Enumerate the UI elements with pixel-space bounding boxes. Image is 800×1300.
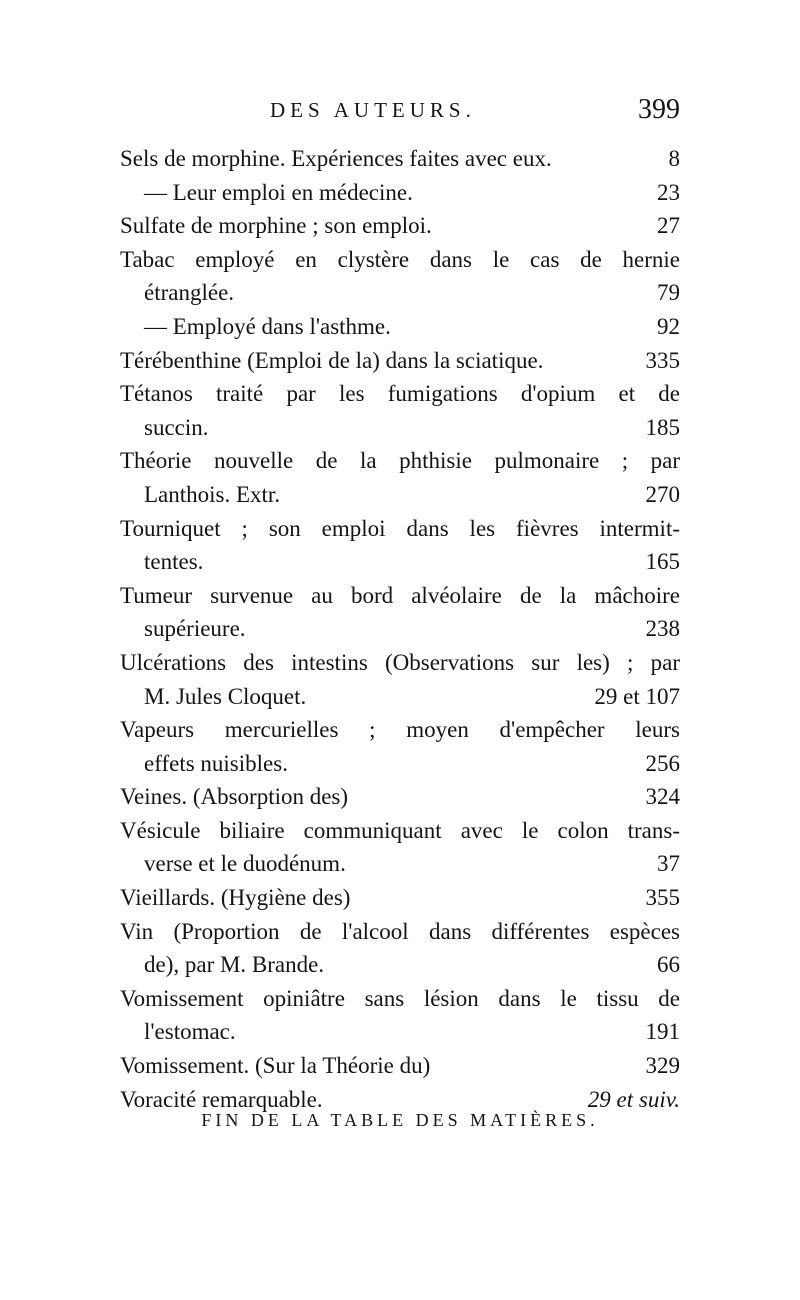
entry-text: Térébenthine (Emploi de la) dans la sciatique. <box>120 347 544 373</box>
entry-text: Vapeurs mercurielles ; moyen d'empêcher leurs <box>120 717 680 743</box>
index-entry-line <box>120 612 680 646</box>
entry-text: Sulfate de morphine ; son emploi. <box>120 213 432 239</box>
entry-text: Vésicule biliaire communiquant avec le colon trans- <box>120 817 680 843</box>
entry-text: Théorie nouvelle de la phthisie pulmonaire ; par <box>120 448 680 474</box>
index-entry-line <box>120 444 680 478</box>
entry-text: Voracité remarquable. <box>120 1086 323 1112</box>
entry-text: étranglée. <box>144 280 235 306</box>
entry-text: l'estomac. <box>144 1019 236 1045</box>
entry-text: Vieillards. (Hygiène des) <box>120 885 351 911</box>
index-entry-line <box>120 881 680 915</box>
entry-page-ref: 335 <box>645 347 680 373</box>
entry-page-ref: 29 et 107 <box>594 683 680 709</box>
entry-page-ref: 355 <box>645 885 680 911</box>
entry-page-ref: 23 <box>657 179 680 205</box>
index-entry-line <box>120 780 680 814</box>
entry-text: Tétanos traité par les fumigations d'opium et de <box>120 381 680 407</box>
index-entry-line <box>120 176 680 210</box>
index-entry-line <box>120 814 680 848</box>
index-entry-line <box>120 377 680 411</box>
entry-text: de), par M. Brande. <box>144 952 325 978</box>
running-head <box>120 94 680 134</box>
entry-text: Sels de morphine. Expériences faites avec eux. <box>120 146 552 171</box>
index-entries <box>120 142 680 1116</box>
index-entry-line <box>120 713 680 747</box>
entry-text: Vomissement opiniâtre sans lésion dans le tissu de <box>120 985 680 1011</box>
index-entry-line <box>120 915 680 949</box>
index-entry-line <box>120 747 680 781</box>
entry-text: Tumeur survenue au bord alvéolaire de la mâchoire <box>120 582 680 608</box>
index-entry-line <box>120 478 680 512</box>
index-entry-line <box>120 411 680 445</box>
index-entry-line <box>120 310 680 344</box>
entry-page-ref: 92 <box>657 313 680 339</box>
index-entry-line <box>120 276 680 310</box>
index-entry-line <box>120 1049 680 1083</box>
index-entry-line <box>120 209 680 243</box>
entry-page-ref: 8 <box>668 146 680 171</box>
index-entry-line <box>120 982 680 1016</box>
entry-page-ref: 66 <box>657 952 680 978</box>
entry-text: effets nuisibles. <box>144 750 288 776</box>
closing-line: FIN DE LA TABLE DES MATIÈRES. <box>201 1110 599 1130</box>
index-entry-line <box>120 680 680 714</box>
index-entry-line <box>120 344 680 378</box>
page-number: 399 <box>638 94 680 125</box>
index-entry-line <box>120 948 680 982</box>
entry-page-ref: 191 <box>645 1019 680 1045</box>
entry-text: verse et le duodénum. <box>144 851 346 877</box>
entry-page-ref: 238 <box>645 616 680 642</box>
entry-text: — Leur emploi en médecine. <box>144 179 413 205</box>
entry-text: succin. <box>144 414 209 440</box>
running-title: DES AUTEURS. <box>270 98 476 122</box>
entry-text: supérieure. <box>144 616 246 642</box>
entry-text: Tourniquet ; son emploi dans les fièvres intermit- <box>120 515 680 541</box>
entry-text: Lanthois. Extr. <box>144 481 281 507</box>
entry-text: Vin (Proportion de l'alcool dans différentes espèces <box>120 918 680 944</box>
entry-text: — Employé dans l'asthme. <box>144 313 391 339</box>
entry-text: Ulcérations des intestins (Observations sur les) ; par <box>120 649 680 675</box>
entry-page-ref: 324 <box>645 784 680 810</box>
entry-text: M. Jules Cloquet. <box>144 683 307 709</box>
entry-page-ref: 27 <box>657 213 680 239</box>
index-entry-line <box>120 1015 680 1049</box>
entry-text: Vomissement. (Sur la Théorie du) <box>120 1053 431 1079</box>
index-entry-line <box>120 142 680 176</box>
entry-text: tentes. <box>144 549 204 575</box>
entry-page-ref: 165 <box>645 549 680 575</box>
entry-page-ref: 185 <box>645 414 680 440</box>
index-entry-line <box>120 243 680 277</box>
index-entry-line <box>120 847 680 881</box>
index-entry-line <box>120 512 680 546</box>
index-entry-line <box>120 545 680 579</box>
entry-page-ref: 256 <box>645 750 680 776</box>
entry-page-ref: 270 <box>645 481 680 507</box>
entry-page-ref: 29 et suiv. <box>587 1086 680 1112</box>
entry-text: Veines. (Absorption des) <box>120 784 349 810</box>
index-entry-line <box>120 579 680 613</box>
entry-text: Tabac employé en clystère dans le cas de hernie <box>120 246 680 272</box>
entry-page-ref: 329 <box>645 1053 680 1079</box>
entry-page-ref: 37 <box>657 851 680 877</box>
entry-page-ref: 79 <box>657 280 680 306</box>
index-entry-line <box>120 646 680 680</box>
